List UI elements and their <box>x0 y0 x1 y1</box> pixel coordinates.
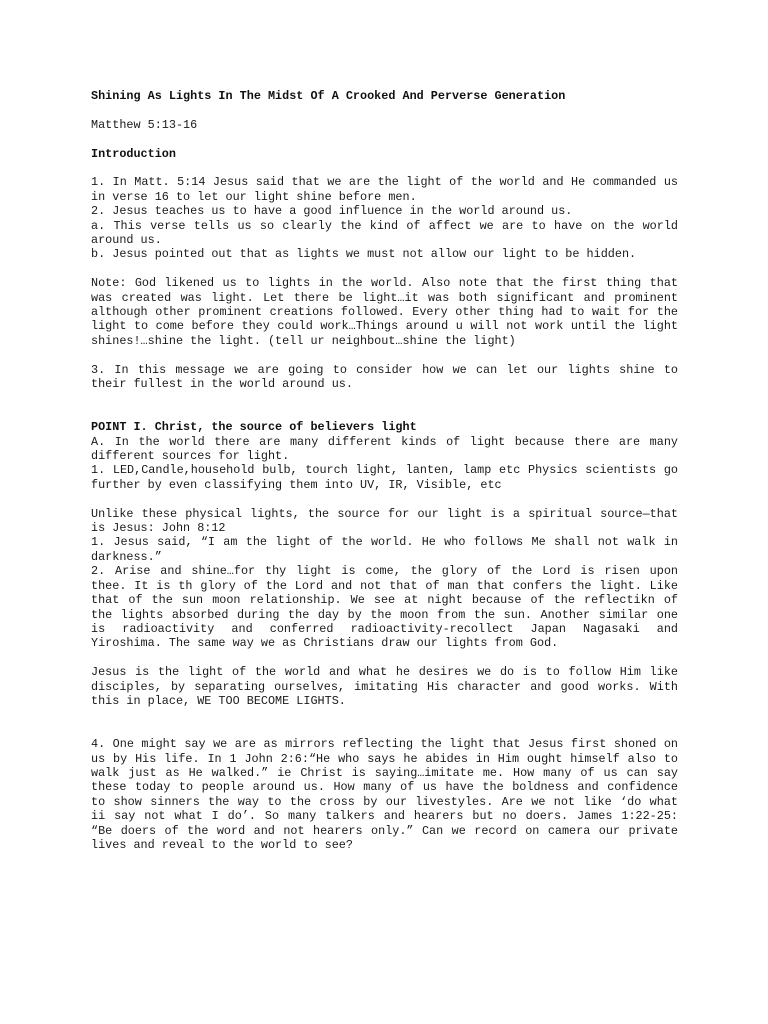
spiritual-source-paragraph: Unlike these physical lights, the source for our light is a spiritual source—that is Jesus: John 8:12 <box>91 506 678 536</box>
intro-point-a: a. This verse tells us so clearly the kind of affect we are to have on the world around us. <box>91 218 678 248</box>
spiritual-source-2: 2. Arise and shine…for thy light is come, the glory of the Lord is risen upon thee. It is th glory of the Lord and not that of man that confers the light. Like that of the sun moon relationship. We see at night because of the reflectikn of the lights absorbed during the day by the moon from the sun. Another similar one is radioactivity and conferred radioactivity-recollect Japan Nagasaki and Yiroshima. The same way we as Christians draw our lights from God. <box>91 564 678 651</box>
intro-point-1: 1. In Matt. 5:14 Jesus said that we are the light of the world and He commanded us in verse 16 to let our light shine before men. <box>91 175 678 204</box>
scripture-reference: Matthew 5:13-16 <box>91 117 198 132</box>
document-page <box>91 89 678 852</box>
point-1-a: A. In the world there are many different kinds of light because there are many different sources for light. <box>91 434 678 464</box>
intro-point-2: 2. Jesus teaches us to have a good influence in the world around us. <box>91 204 573 219</box>
jesus-light-paragraph: Jesus is the light of the world and what he desires we do is to follow Him like disciples, by separating ourselves, imitating His character and good works. With this in place, WE TOO BECOME LIGHTS. <box>91 665 678 708</box>
point-4-paragraph: 4. One might say we are as mirrors reflecting the light that Jesus first shoned on us by His life. In 1 John 2:6:“He who says he abides in Him ought himself also to walk just as He walked.” ie Christ is saying…imitate me. How many of us can say these today to people around us. How many of us have the boldness and confidence to show sinners the way to the cross by our livestyles. Are we not like ‘do what ii say not what I do’. So many talkers and hearers but no doers. James 1:22-25: “Be doers of the word and not hearers only.” Can we record on camera our private lives and reveal to the world to see? <box>91 737 678 852</box>
document-title: Shining As Lights In The Midst Of A Crooked And Perverse Generation <box>91 89 566 103</box>
note-paragraph: Note: God likened us to lights in the world. Also note that the first thing that was created was light. Let there be light…it was both significant and prominent although other prominent creations followed. Every other thing had to wait for the light to come before they could work…Things around u will not work until the light shines!…shine the light. (tell ur neighbout…shine the light) <box>91 276 678 348</box>
intro-point-b: b. Jesus pointed out that as lights we must not allow our light to be hidden. <box>91 247 637 262</box>
intro-point-3: 3. In this message we are going to consider how we can let our lights shine to their fullest in the world around us. <box>91 362 678 392</box>
introduction-heading: Introduction <box>91 146 176 161</box>
point-1-heading: POINT I. Christ, the source of believers light <box>91 420 417 435</box>
spiritual-source-1: 1. Jesus said, “I am the light of the world. He who follows Me shall not walk in darkness.” <box>91 535 678 564</box>
point-1-sources: 1. LED,Candle,household bulb, tourch light, lanten, lamp etc Physics scientists go further by even classifying them into UV, IR, Visible, etc <box>91 463 678 492</box>
